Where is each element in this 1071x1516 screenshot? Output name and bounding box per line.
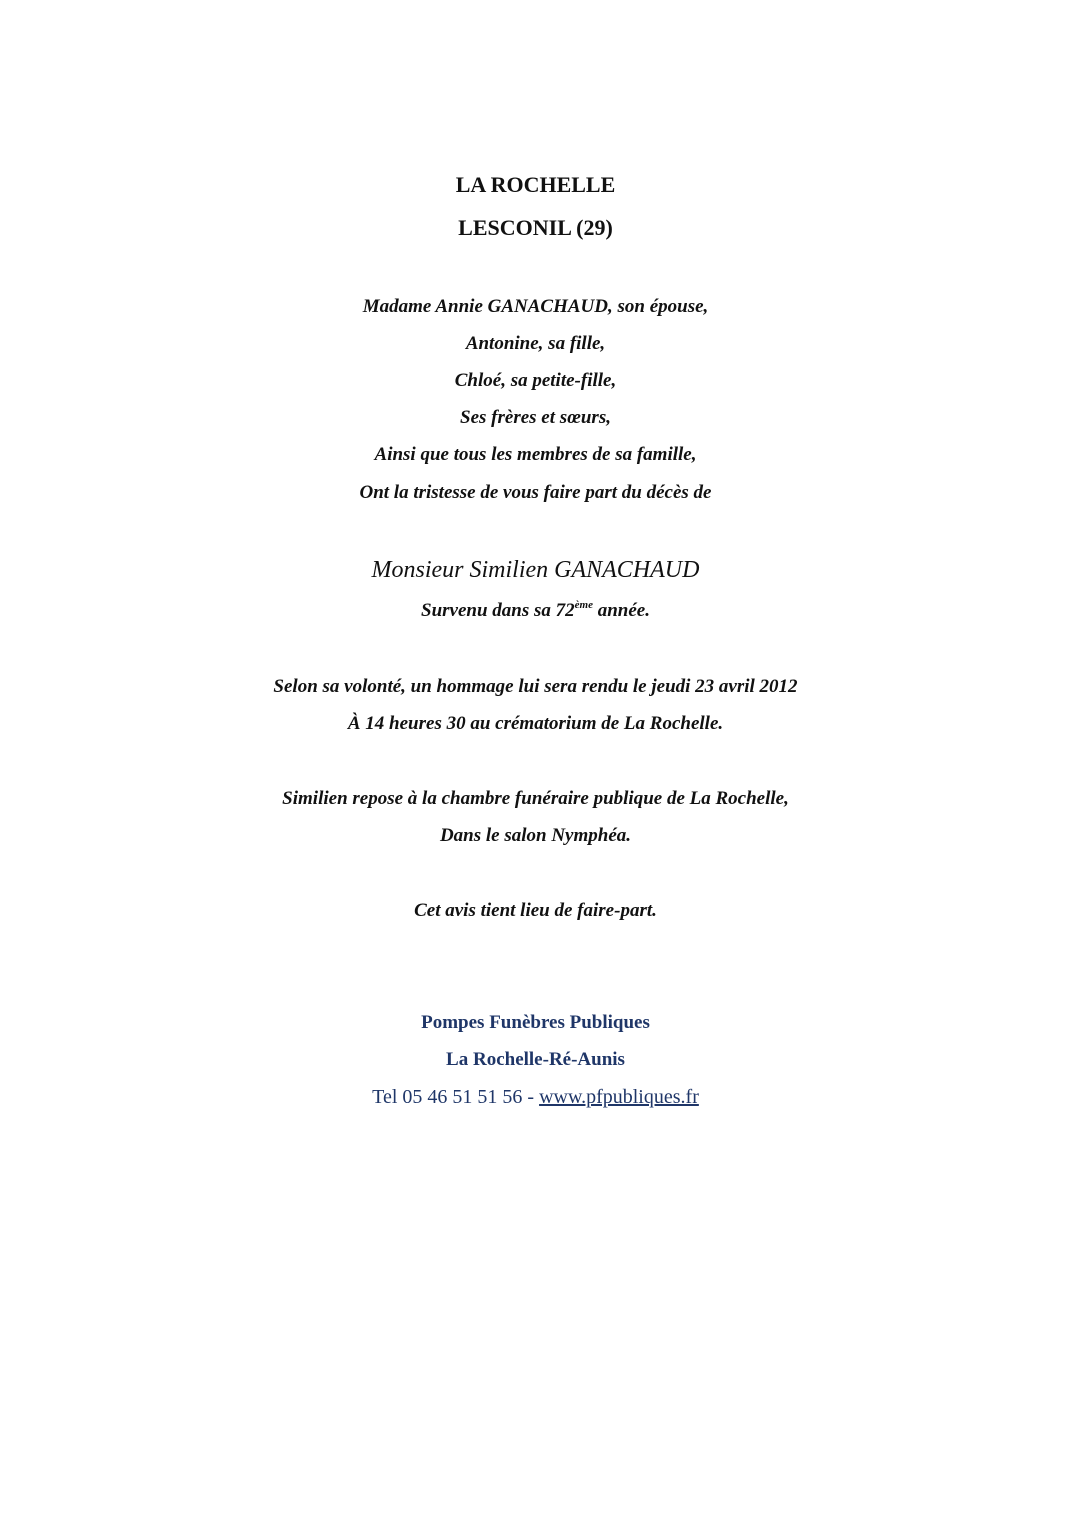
- contact-line: [0, 1086, 1071, 1109]
- age-prefix: Survenu dans sa 72: [421, 600, 575, 621]
- family-line: Chloé, sa petite-fille,: [454, 370, 617, 391]
- age-superscript: ème: [574, 599, 593, 611]
- rest-line: Similien repose à la chambre funéraire publique de La Rochelle,: [282, 788, 789, 809]
- phone-text: Tel 05 46 51 51 56 -: [372, 1086, 540, 1108]
- family-line: Ses frères et sœurs,: [460, 407, 611, 428]
- city-heading: LA ROCHELLE: [455, 172, 616, 197]
- deceased-name: Monsieur Similien GANACHAUD: [371, 557, 700, 583]
- organization-area: La Rochelle-Ré-Aunis: [446, 1049, 625, 1070]
- notice-line: Cet avis tient lieu de faire-part.: [414, 900, 657, 921]
- family-line: Madame Annie GANACHAUD, son épouse,: [362, 296, 709, 317]
- age-line: [0, 600, 1071, 622]
- ceremony-line: Selon sa volonté, un hommage lui sera rendu le jeudi 23 avril 2012: [273, 676, 798, 697]
- ceremony-line: À 14 heures 30 au crématorium de La Rochelle.: [347, 713, 724, 734]
- family-line: Ainsi que tous les membres de sa famille,: [374, 444, 697, 465]
- origin-heading: LESCONIL (29): [458, 215, 613, 240]
- family-line: Ont la tristesse de vous faire part du décès de: [359, 482, 712, 503]
- rest-line: Dans le salon Nymphéa.: [439, 825, 632, 846]
- organization-name: Pompes Funèbres Publiques: [421, 1012, 650, 1033]
- age-suffix: année.: [592, 600, 650, 621]
- family-line: Antonine, sa fille,: [465, 333, 606, 354]
- website-link[interactable]: www.pfpubliques.fr: [539, 1086, 699, 1108]
